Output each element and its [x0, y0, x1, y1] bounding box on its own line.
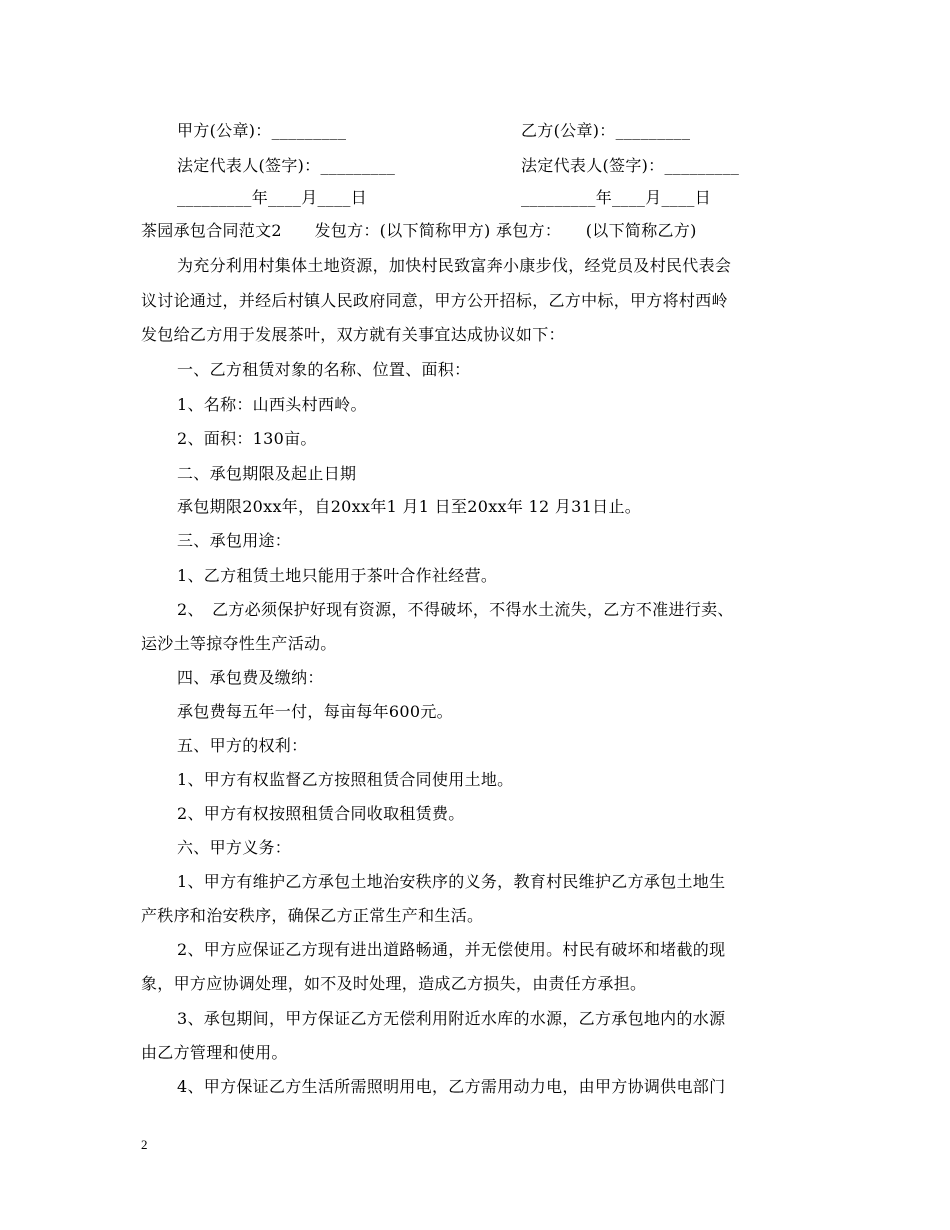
body-line: 2、面积：130亩。 [177, 429, 317, 448]
party-a-seal-line: 甲方(公章)：_________ [177, 121, 347, 140]
party-b-representative-line: 法定代表人(签字)：_________ [521, 156, 740, 175]
party-b-seal-line: 乙方(公章)：_________ [521, 121, 691, 140]
section-heading: 六、甲方义务： [177, 838, 292, 857]
body-line: 为充分利用村集体土地资源，加快村民致富奔小康步伐，经党员及村民代表会 [177, 256, 732, 275]
body-line: 象，甲方应协调处理，如不及时处理，造成乙方损失，由责任方承担。 [141, 974, 647, 993]
body-line: 2、甲方应保证乙方现有进出道路畅通，并无偿使用。村民有破坏和堵截的现 [177, 940, 726, 959]
contract-title-line: 茶园承包合同范文2 发包方：(以下简称甲方) 承包方： (以下简称乙方) [141, 221, 697, 240]
body-line: 1、名称：山西头村西岭。 [177, 395, 367, 414]
section-heading: 五、甲方的权利： [177, 736, 308, 755]
body-line: 1、甲方有维护乙方承包土地治安秩序的义务，教育村民维护乙方承包土地生 [177, 872, 726, 891]
body-line: 承包费每五年一付，每亩每年600元。 [177, 702, 453, 721]
body-line: 3、承包期间，甲方保证乙方无偿利用附近水库的水源，乙方承包地内的水源 [177, 1009, 726, 1028]
party-a-date-line: _________年____月____日 [177, 188, 367, 207]
party-a-representative-line: 法定代表人(签字)：_________ [177, 156, 396, 175]
body-line: 议讨论通过，并经后村镇人民政府同意，甲方公开招标，乙方中标，甲方将村西岭 [141, 291, 728, 310]
body-line: 4、甲方保证乙方生活所需照明用电，乙方需用动力电，由甲方协调供电部门 [177, 1077, 726, 1096]
section-heading: 一、乙方租赁对象的名称、位置、面积： [177, 360, 471, 379]
body-line: 2、甲方有权按照租赁合同收取租赁费。 [177, 804, 465, 823]
body-line: 承包期限20xx年，自20xx年1 月1 日至20xx年 12 月31日止。 [177, 497, 642, 516]
page-number: 2 [141, 1137, 148, 1152]
party-b-date-line: _________年____月____日 [521, 188, 711, 207]
body-line: 1、甲方有权监督乙方按照租赁合同使用土地。 [177, 770, 514, 789]
body-line: 产秩序和治安秩序，确保乙方正常生产和生活。 [141, 906, 484, 925]
section-heading: 二、承包期限及起止日期 [177, 464, 357, 483]
body-line: 1、乙方租赁土地只能用于茶叶合作社经营。 [177, 566, 498, 585]
body-line: 发包给乙方用于发展茶叶，双方就有关事宜达成协议如下： [141, 325, 565, 344]
body-line: 由乙方管理和使用。 [141, 1043, 288, 1062]
body-line: 2、 乙方必须保护好现有资源，不得破坏，不得水土流失，乙方不准进行卖、 [177, 600, 734, 619]
body-line: 运沙土等掠夺性生产活动。 [141, 634, 337, 653]
section-heading: 四、承包费及缴纳： [177, 668, 324, 687]
section-heading: 三、承包用途： [177, 531, 292, 550]
